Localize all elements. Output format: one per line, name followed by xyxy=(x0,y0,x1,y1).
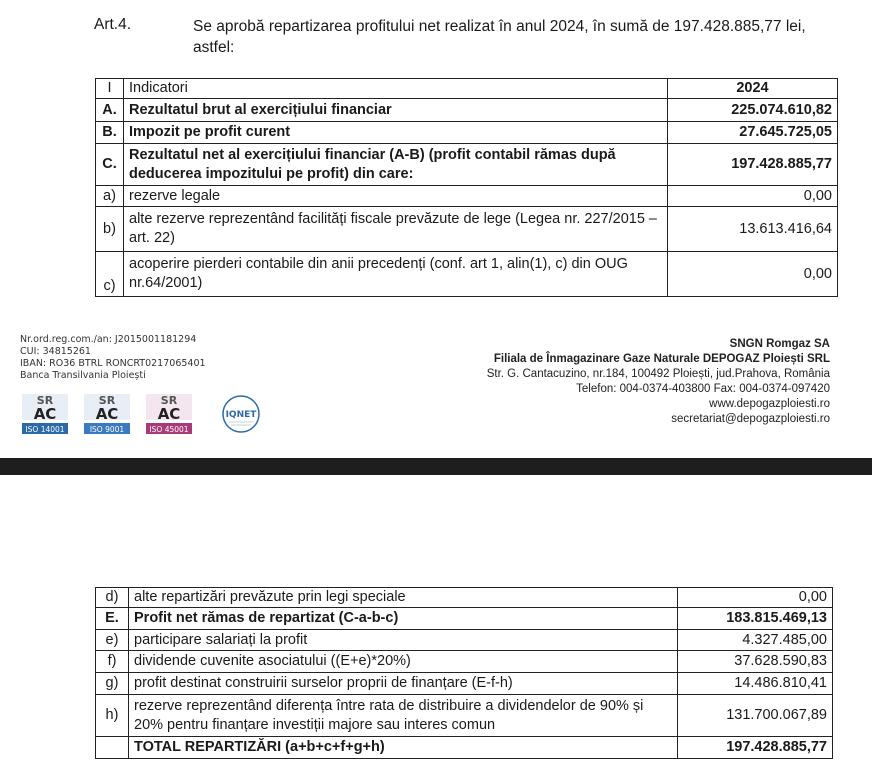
table-row xyxy=(96,186,838,207)
page-divider xyxy=(0,458,872,475)
srac-iso14001-logo xyxy=(20,392,70,435)
table-row xyxy=(96,252,838,297)
table-row xyxy=(96,630,833,651)
logo-top-text: SR xyxy=(98,394,116,407)
company-registration-info xyxy=(20,334,206,382)
row-label: Profit net rămas de repartizat (C-a-b-c) xyxy=(129,608,678,630)
table-row xyxy=(96,695,833,737)
row-code: c) xyxy=(96,252,124,297)
table-row xyxy=(96,122,838,144)
header-col1: Indicatori xyxy=(124,79,668,99)
logo-bottom-text: ISO 45001 xyxy=(149,425,189,434)
bank: Banca Transilvania Ploiești xyxy=(20,370,146,381)
logo-bottom-text: ISO 14001 xyxy=(25,425,65,434)
table-row xyxy=(96,144,838,186)
company-phone: Telefon: 004-0374-403800 Fax: 004-0374-097420 xyxy=(576,383,830,395)
logo-top-text: SR xyxy=(36,394,54,407)
company-website: www.depogazploiesti.ro xyxy=(709,398,830,410)
row-value: 197.428.885,77 xyxy=(678,737,833,759)
srac-iso9001-logo xyxy=(82,392,132,435)
profit-table-part-2 xyxy=(95,587,833,759)
row-code: g) xyxy=(96,673,129,695)
company-contact-info xyxy=(487,337,830,427)
srac-iso45001-logo xyxy=(144,392,194,435)
logo-mid-text: AC xyxy=(33,405,57,423)
row-value: 27.645.725,05 xyxy=(668,122,838,144)
logo-top-text: SR xyxy=(160,394,178,407)
reg-number: Nr.ord.reg.com./an: J2015001181294 xyxy=(20,334,197,345)
row-code: d) xyxy=(96,588,129,608)
row-code: B. xyxy=(96,122,124,144)
company-address: Str. G. Cantacuzino, nr.184, 100492 Ploiești, jud.Prahova, România xyxy=(486,368,830,380)
header-col0: I xyxy=(96,79,124,99)
row-label: alte rezerve reprezentând facilități fiscale prevăzute de lege (Legea nr. 227/2015 – art. 22) xyxy=(124,207,668,252)
row-label: rezerve legale xyxy=(124,186,668,207)
table-row xyxy=(96,99,838,122)
row-label: Impozit pe profit curent xyxy=(124,122,668,144)
row-label: rezerve reprezentând diferența între rata de distribuire a dividendelor de 90% și 20% pentru finanțare investiții majore sau interes comun xyxy=(129,695,678,737)
article-number: Art.4. xyxy=(94,16,132,33)
row-value: 0,00 xyxy=(678,588,833,608)
table-row xyxy=(96,673,833,695)
profit-table-part-1 xyxy=(95,78,838,297)
cui: CUI: 34815261 xyxy=(20,346,91,357)
row-code: C. xyxy=(96,144,124,186)
table-row xyxy=(96,608,833,630)
row-value: 4.327.485,00 xyxy=(678,630,833,651)
row-code: e) xyxy=(96,630,129,651)
row-label: dividende cuvenite asociatului ((E+e)*20%) xyxy=(129,651,678,673)
logo-bottom-text: ISO 9001 xyxy=(89,425,125,434)
row-code: a) xyxy=(96,186,124,207)
row-value: 37.628.590,83 xyxy=(678,651,833,673)
row-value: 0,00 xyxy=(668,252,838,297)
row-code: b) xyxy=(96,207,124,252)
table-row xyxy=(96,588,833,608)
row-label: acoperire pierderi contabile din anii precedenți (conf. art 1, alin(1), c) din OUG nr.64/2001) xyxy=(124,252,668,297)
row-code: h) xyxy=(96,695,129,737)
header-col2: 2024 xyxy=(668,79,838,99)
subsidiary-name: Filiala de Înmagazinare Gaze Naturale DEPOGAZ Ploiești SRL xyxy=(493,353,830,365)
row-label: participare salariați la profit xyxy=(129,630,678,651)
iban: IBAN: RO36 BTRL RONCRT0217065401 xyxy=(20,358,206,369)
row-label: TOTAL REPARTIZĂRI (a+b+c+f+g+h) xyxy=(129,737,678,759)
row-code: f) xyxy=(96,651,129,673)
iqnet-text: IQNET xyxy=(225,410,257,420)
logo-mid-text: AC xyxy=(157,405,181,423)
row-value: 197.428.885,77 xyxy=(668,144,838,186)
company-name: SNGN Romgaz SA xyxy=(729,338,830,350)
row-code: E. xyxy=(96,608,129,630)
table-total-row xyxy=(96,737,833,759)
table-row xyxy=(96,651,833,673)
row-code xyxy=(96,737,129,759)
table-header-row xyxy=(96,79,838,99)
row-label: alte repartizări prevăzute prin legi speciale xyxy=(129,588,678,608)
row-label: Rezultatul brut al exercițiului financiar xyxy=(124,99,668,122)
company-email: secretariat@depogazploiesti.ro xyxy=(671,413,830,425)
row-value: 225.074.610,82 xyxy=(668,99,838,122)
row-code: A. xyxy=(96,99,124,122)
iqnet-logo xyxy=(219,394,263,434)
article-text: Se aprobă repartizarea profitului net realizat în anul 2024, în sumă de 197.428.885,77 lei, astfel: xyxy=(193,18,806,56)
row-label: Rezultatul net al exercițiului financiar (A-B) (profit contabil rămas după deducerea impozitului pe profit) din care: xyxy=(124,144,668,186)
row-value: 131.700.067,89 xyxy=(678,695,833,737)
row-value: 0,00 xyxy=(668,186,838,207)
table-row xyxy=(96,207,838,252)
row-value: 183.815.469,13 xyxy=(678,608,833,630)
row-label: profit destinat construirii surselor proprii de finanțare (E-f-h) xyxy=(129,673,678,695)
logo-mid-text: AC xyxy=(95,405,119,423)
row-value: 13.613.416,64 xyxy=(668,207,838,252)
row-value: 14.486.810,41 xyxy=(678,673,833,695)
